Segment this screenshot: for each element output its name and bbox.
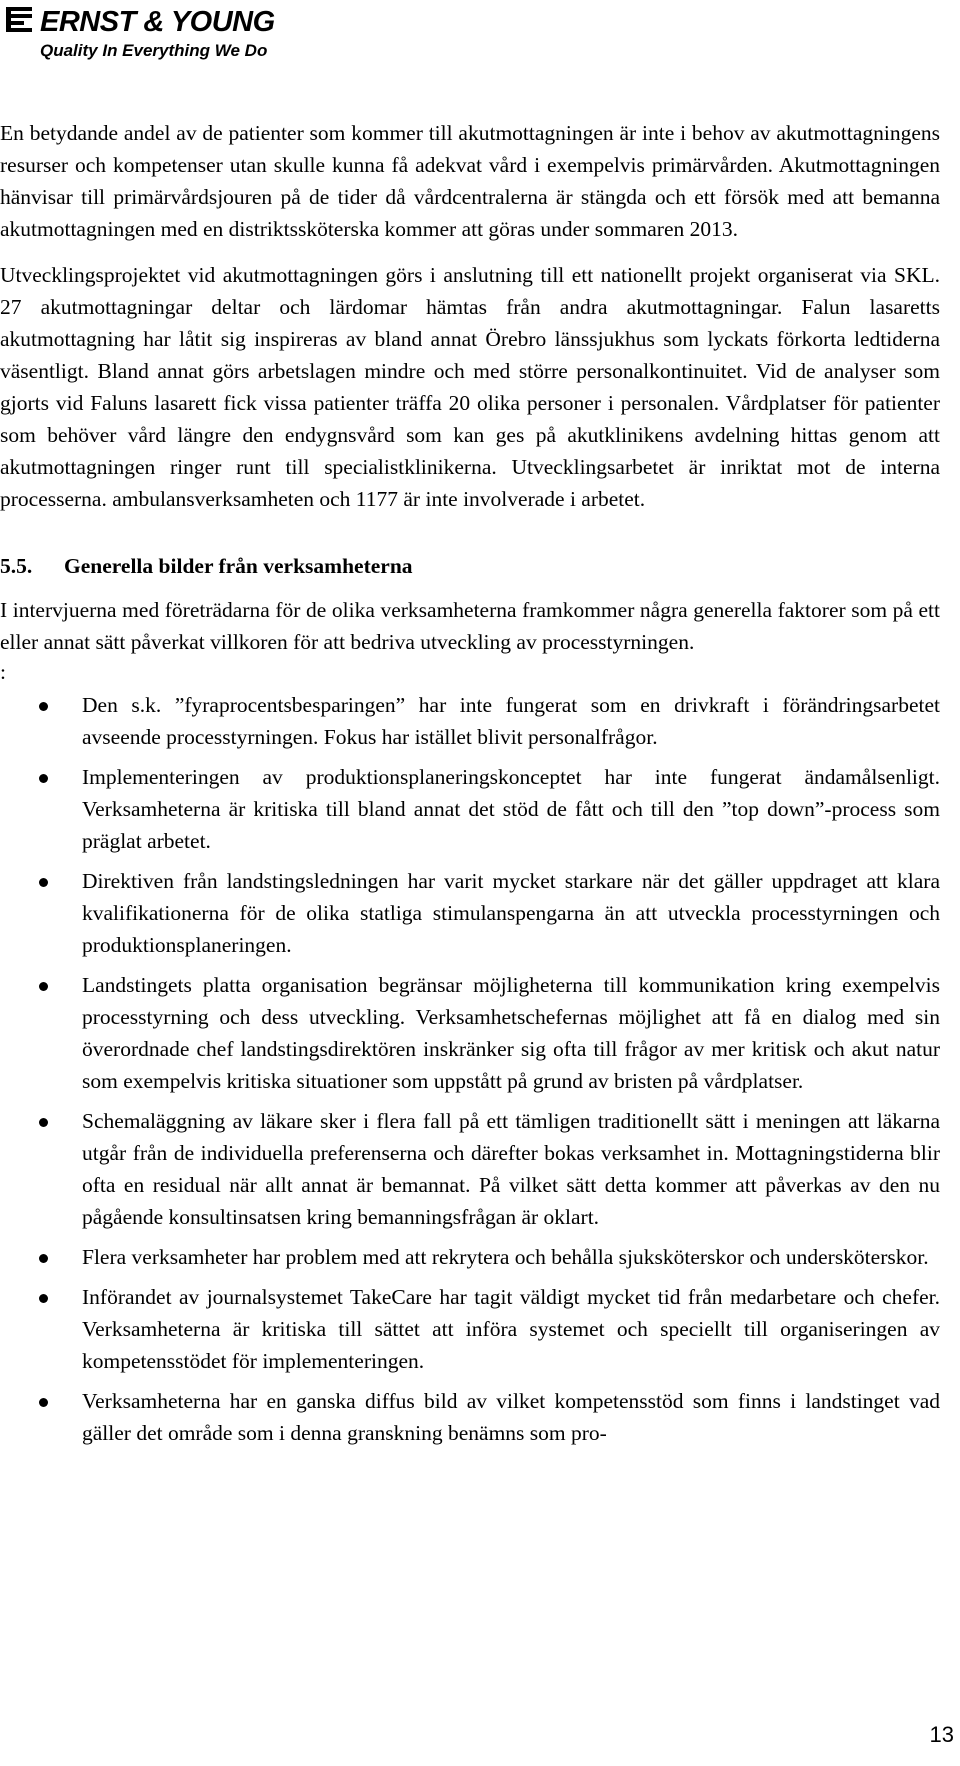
list-item-text: Implementeringen av produktionsplaneringskonceptet har inte fungerat ändamålsenligt. Verksamheterna är kritiska till bland annat det stöd de fått och till den ”top down”-process som präglat arbetet. (82, 765, 940, 853)
bullet-list (0, 689, 940, 1449)
list-item (0, 761, 940, 857)
bullet-icon (39, 982, 48, 991)
paragraph-1: En betydande andel av de patienter som kommer till akutmottagningen är inte i behov av akutmottagningens resurser och kompetenser utan skulle kunna få adekvat vård i exempelvis primärvården. Akutmottagningen hänvisar till primärvårdsjouren på de tider då vårdcentralerna är stängda och ett försök med att bemanna akutmottagningen med en distriktssköterska kommer att göras under sommaren 2013. (0, 121, 940, 241)
colon-line: : (0, 660, 6, 684)
list-item-text: Den s.k. ”fyraprocentsbesparingen” har inte fungerat som en drivkraft i förändringsarbetet avseende processtyrningen. Fokus har istället blivit personalfrågor. (82, 693, 940, 749)
company-name: ERNST & YOUNG (40, 6, 275, 38)
bullet-icon (39, 878, 48, 887)
company-tagline: Quality In Everything We Do (40, 41, 268, 60)
list-item-text: Direktiven från landstingsledningen har varit mycket starkare när det gäller uppdraget att klara kvalifikationerna för de olika statliga stimulanspengarna än att utveckla processtyrningen och produktionsplaneringen. (82, 869, 940, 957)
list-item (0, 969, 940, 1097)
section-heading (0, 550, 940, 582)
list-item-text: Flera verksamheter har problem med att rekrytera och behålla sjuksköterskor och undersköterskor. (82, 1245, 929, 1269)
bullet-icon (39, 1254, 48, 1263)
bullet-icon (39, 1294, 48, 1303)
list-item-text: Införandet av journalsystemet TakeCare har tagit väldigt mycket tid från medarbetare och chefer. Verksamheterna är kritiska till sättet att införa systemet och speciellt till organiseringen av kompetensstödet för implementeringen. (82, 1285, 940, 1373)
list-item (0, 689, 940, 753)
paragraph-2: Utvecklingsprojektet vid akutmottagningen görs i anslutning till ett nationellt projekt organiserat via SKL. 27 akutmottagningar deltar och lärdomar hämtas från andra akutmottagningar. Falun lasaretts akutmottagning har låtit sig inspireras av bland annat Örebro länssjukhus som lyckats förkorta ledtiderna väsentligt. Bland annat görs arbetslagen mindre och med större personalkontinuitet. Vid de analyser som gjorts vid Faluns lasarett fick vissa patienter träffa 20 olika personer i personalen. Vårdplatser för patienter som behöver vård längre den endygnsvård som kan ges på akutklinikens avdelning hittas genom att akutmottagningen ringer runt till specialistklinikerna. Utvecklingsarbetet är inriktat mot de interna processerna. ambulansverksamheten och 1177 är inte involverade i arbetet. (0, 263, 940, 511)
list-item (0, 865, 940, 961)
section-title: Generella bilder från verksamheterna (64, 554, 413, 578)
list-item (0, 1105, 940, 1233)
list-item (0, 1241, 940, 1273)
ey-logo-mark-icon (4, 6, 34, 36)
list-item-text: Verksamheterna har en ganska diffus bild av vilket kompetensstöd som finns i landstinget vad gäller det område som i denna granskning benämns som pro- (82, 1389, 940, 1445)
company-logo (4, 4, 304, 64)
section-number: 5.5. (0, 554, 33, 578)
document-body (0, 117, 940, 1457)
bullet-icon (39, 702, 48, 711)
bullet-icon (39, 1398, 48, 1407)
bullet-icon (39, 774, 48, 783)
section-intro: I intervjuerna med företrädarna för de olika verksamheterna framkommer några generella faktorer som på ett eller annat sätt påverkat villkoren för att bedriva utveckling av processtyrningen. (0, 598, 940, 654)
bullet-icon (39, 1118, 48, 1127)
list-item (0, 1281, 940, 1377)
list-item-text: Landstingets platta organisation begränsar möjligheterna till kommunikation kring exempelvis processtyrning och dess utveckling. Verksamhetschefernas möjlighet att få en dialog med sin överordnade chef landstingsdirektören inskränker sig ofta till frågor av mer kritisk och akut natur som exempelvis kritiska situationer som uppstått på grund av bristen på vårdplatser. (82, 973, 940, 1093)
page-number: 13 (929, 1722, 954, 1747)
list-item (0, 1385, 940, 1449)
list-item-text: Schemaläggning av läkare sker i flera fall på ett tämligen traditionellt sätt i meningen att läkarna utgår från de individuella preferenserna och därefter bokas verksamhet in. Mottagningstiderna blir ofta en residual när allt annat är bemannat. På vilket sätt detta kommer att påverkas av den nu pågående konsultinsatsen kring bemanningsfrågan är oklart. (82, 1109, 940, 1229)
